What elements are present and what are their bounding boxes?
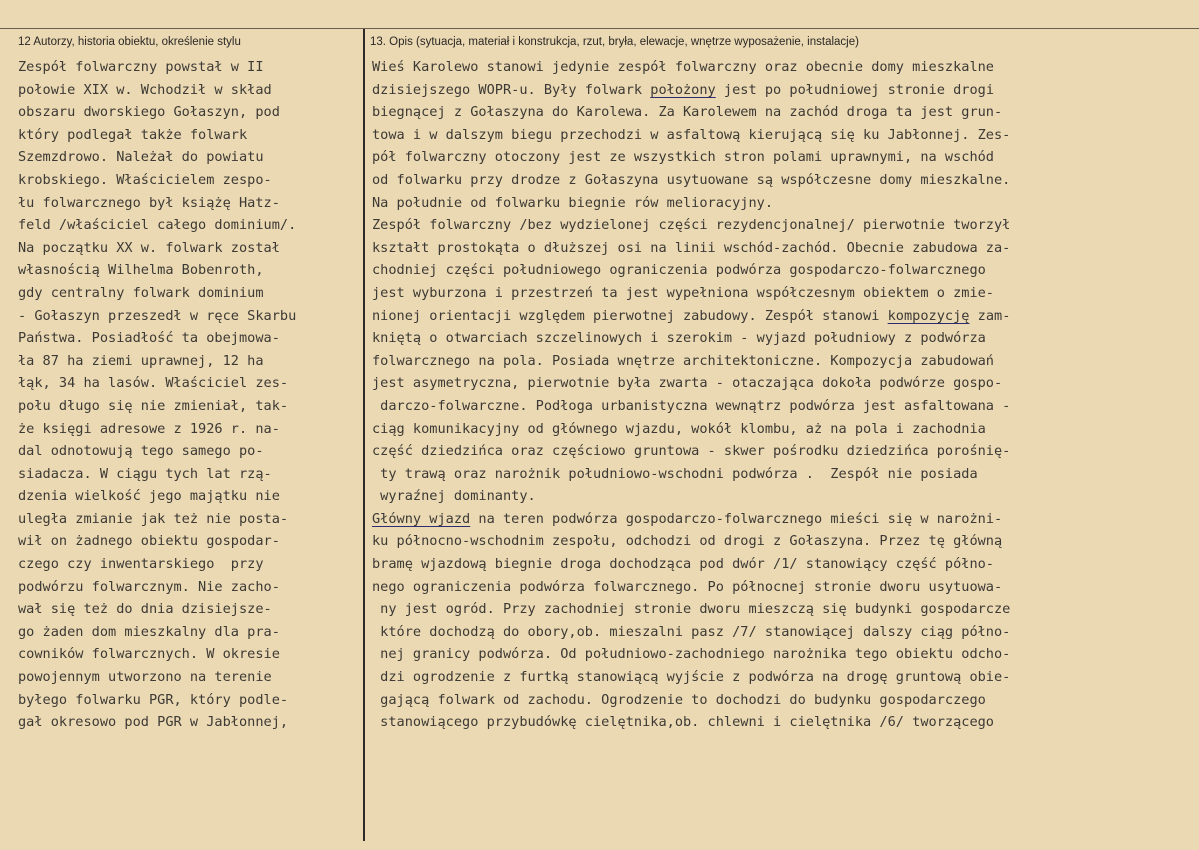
history-text-line: uległa zmianie jak też nie posta- (18, 510, 289, 527)
description-text-line (372, 463, 1188, 486)
text-segment: jest wyburzona i przestrzeń ta jest wypełniona współczesnym obiektem o zmie- (372, 284, 994, 301)
history-text-line: Zespół folwarczny powstał w II (18, 59, 264, 75)
text-segment: Zespół folwarczny /bez wydzielonej części rezydencjonalnej/ pierwotnie tworzył (372, 217, 1011, 234)
text-segment: od folwarku przy drodze z Gołaszyna usytuowane są współczesne domy mieszkalne. (372, 171, 1011, 188)
history-text-line: krobskiego. Właścicielem zespo- (18, 171, 272, 188)
text-segment: dzisiejszego WOPR-u. Były folwark (372, 81, 651, 98)
description-text-line (372, 395, 1188, 418)
description-text-line (372, 124, 1188, 147)
description-text-line (372, 530, 1188, 553)
text-segment: część dziedzińca oraz częściowo gruntowa - skwer pośrodku dziedzińca porośnię- (372, 443, 1011, 460)
underlined-phrase: kompozycję (887, 307, 970, 324)
history-text-line: połowie XIX w. Wchodził w skład (18, 81, 272, 98)
description-text-line (372, 576, 1188, 599)
text-segment: pół folwarczny otoczony jest ze wszystkich stron polami uprawnymi, na wschód (372, 149, 994, 166)
description-text-line (372, 214, 1188, 237)
text-segment: ciąg komunikacyjny od głównego wjazdu, wokół klombu, aż na pola i zachodnia (372, 420, 986, 437)
description-text-line (372, 101, 1188, 124)
underlined-phrase: Główny wjazd (372, 510, 471, 527)
history-text-line: - Gołaszyn przeszedł w ręce Skarbu (18, 307, 297, 324)
text-segment: zam- (969, 307, 1011, 324)
history-text-line: siadacza. W ciągu tych lat rzą- (18, 465, 272, 482)
history-text-line: podwórzu folwarcznym. Nie zacho- (18, 578, 280, 595)
text-segment: stanowiącego przybudówkę cielętnika,ob. chlewni i cielętnika /6/ tworzącego (372, 714, 994, 731)
column-divider (363, 29, 365, 841)
history-text-line: byłego folwarku PGR, który podle- (18, 691, 289, 708)
history-text-line: powojennym utworzono na terenie (18, 669, 272, 686)
description-text-line (372, 237, 1188, 260)
text-segment: nego ograniczenia podwórza folwarcznego. Po północnej stronie dworu usytuowa- (372, 578, 1003, 595)
text-segment: darczo-folwarczne. Podłoga urbanistyczna wewnątrz podwórza jest asfaltowana - (372, 397, 1011, 414)
history-text-column (18, 56, 360, 734)
history-text-line: Państwa. Posiadłość ta obejmowa- (18, 330, 280, 347)
description-text-line (372, 598, 1188, 621)
history-text-line: że księgi adresowe z 1926 r. na- (18, 420, 280, 437)
history-text-line: łu folwarcznego był książę Hatz- (18, 194, 280, 211)
description-text-line (372, 79, 1188, 102)
section-header-description: 13. Opis (sytuacja, materiał i konstrukcja, rzut, bryła, elewacje, wnętrze wyposażenie, instalacje) (370, 36, 859, 48)
description-text-line (372, 282, 1188, 305)
description-text-line (372, 259, 1188, 282)
history-text-line: własnością Wilhelma Bobenroth, (18, 262, 264, 279)
history-text-line: połu długo się nie zmieniał, tak- (18, 397, 289, 414)
description-text-line (372, 192, 1188, 215)
history-text-line: wił on żadnego obiektu gospodar- (18, 533, 280, 550)
text-segment: biegnącej z Gołaszyna do Karolewa. Za Karolewem na zachód droga ta jest grun- (372, 104, 1003, 121)
underlined-phrase: położony (650, 81, 716, 98)
description-text-line (372, 56, 1188, 79)
history-text-line: gał okresowo pod PGR w Jabłonnej, (18, 714, 289, 731)
text-segment: nionej orientacji względem pierwotnej zabudowy. Zespół stanowi (372, 307, 888, 324)
history-text-line: ła 87 ha ziemi uprawnej, 12 ha (18, 352, 264, 369)
text-segment: ku północno-wschodnim zespołu, odchodzi od drogi z Gołaszyna. Przez tę główną (372, 533, 1003, 550)
history-text-line: obszaru dworskiego Gołaszyn, pod (18, 104, 280, 121)
description-text-line (372, 146, 1188, 169)
text-segment: bramę wjazdową biegnie droga dochodząca pod dwór /1/ stanowiący część półno- (372, 556, 994, 573)
text-segment: nej granicy podwórza. Od południowo-zachodniego narożnika tego obiektu odcho- (372, 646, 1011, 663)
description-text-line (372, 169, 1188, 192)
history-text-line: Na początku XX w. folwark został (18, 239, 280, 256)
description-text-line (372, 621, 1188, 644)
history-text-line: dzenia wielkość jego majątku nie (18, 488, 280, 505)
text-segment: chodniej części południowego ograniczenia podwórza gospodarczo-folwarcznego (372, 262, 986, 279)
text-segment: dzi ogrodzenie z furtką stanowiącą wyjście z podwórza na drogę gruntową obie- (372, 669, 1011, 686)
text-segment: które dochodzą do obory,ob. mieszalni pasz /7/ stanowiącej dalszy ciąg półno- (372, 623, 1011, 640)
text-segment: towa i w dalszym biegu przechodzi w asfaltową kierującą się ku Jabłonnej. Zes- (372, 126, 1011, 143)
history-text-line: feld /właściciel całego dominium/. (18, 217, 297, 234)
text-segment: ty trawą oraz narożnik południowo-wschodni podwórza . Zespół nie posiada (372, 465, 978, 482)
description-text-line (372, 418, 1188, 441)
description-text-line (372, 553, 1188, 576)
text-segment: wyraźnej dominanty. (372, 488, 536, 505)
text-segment: folwarcznego na pola. Posiada wnętrze architektoniczne. Kompozycja zabudowań (372, 352, 994, 369)
history-text-line: go żaden dom mieszkalny dla pra- (18, 623, 280, 640)
text-segment: Wieś Karolewo stanowi jedynie zespół folwarczny oraz obecnie domy mieszkalne (372, 59, 994, 75)
description-text-line (372, 350, 1188, 373)
description-text-line (372, 643, 1188, 666)
text-segment: kształt prostokąta o dłuższej osi na linii wschód-zachód. Obecnie zabudowa za- (372, 239, 1011, 256)
text-segment: Na południe od folwarku biegnie rów melioracyjny. (372, 194, 774, 211)
description-text-line (372, 689, 1188, 712)
description-text-line (372, 711, 1188, 734)
description-text-column (372, 56, 1188, 734)
text-segment: jest asymetryczna, pierwotnie była zwarta - otaczająca dokoła podwórze gospo- (372, 375, 1003, 392)
history-text-line: Szemzdrowo. Należał do powiatu (18, 149, 264, 166)
section-header-authors: 12 Autorzy, historia obiektu, określenie stylu (18, 36, 241, 48)
description-text-line (372, 327, 1188, 350)
text-segment: jest po południowej stronie drogi (715, 81, 995, 98)
text-segment: na teren podwórza gospodarczo-folwarcznego mieści się w narożni- (470, 510, 1003, 527)
description-text-line (372, 485, 1188, 508)
text-segment: gającą folwark od zachodu. Ogrodzenie to dochodzi do budynku gospodarczego (372, 691, 986, 708)
history-text-line: czego czy inwentarskiego przy (18, 556, 264, 573)
text-segment: ny jest ogród. Przy zachodniej stronie dworu mieszczą się budynki gospodarcze (372, 601, 1011, 618)
description-text-line (372, 440, 1188, 463)
history-text-line: łąk, 34 ha lasów. Właściciel zes- (18, 375, 289, 392)
description-text-line (372, 666, 1188, 689)
description-text-line (372, 372, 1188, 395)
header-rule (0, 28, 1199, 29)
history-text-line: wał się też do dnia dzisiejsze- (18, 601, 272, 618)
history-text-line: gdy centralny folwark dominium (18, 284, 264, 301)
history-text-line: dal odnotowują tego samego po- (18, 443, 264, 460)
text-segment: kniętą o otwarciach szczelinowych i szerokim - wyjazd południowy z podwórza (372, 330, 986, 347)
description-text-line (372, 508, 1188, 531)
description-text-line (372, 305, 1188, 328)
history-text-line: cowników folwarcznych. W okresie (18, 646, 280, 663)
history-text-line: który podlegał także folwark (18, 126, 248, 143)
